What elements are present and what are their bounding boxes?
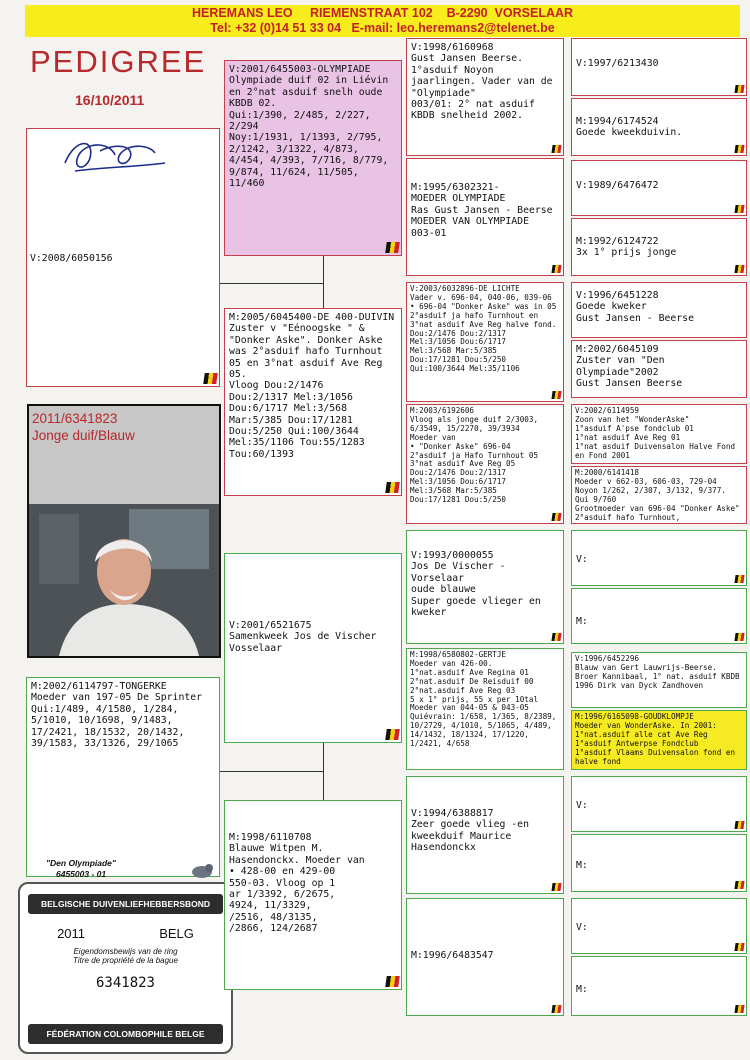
g4-d2-box: M:2000/6141418 Moeder v 662-03, 606-03, 729-04 Noyon 1/262, 2/307, 3/132, 9/377. Qui 9/760 Grootmoeder van 696-04 "Donker Aske" 2°asduif hafo Turnhout, bbox=[571, 466, 747, 524]
sire-sire-box: V:2001/6455003-OLYMPIADE Olympiade duif 02 in Liévin en 2°nat asduif snelh oude KBDB 02. Qui:1/390, 2/485, 2/227, 2/294 Noy:1/1931, 1/1393, 2/795, 2/1242, 3/1322, 4/873, 4/454, 4/393, 7/716, 8/779, 9/874, 11/624, 11/505, 11/460 bbox=[224, 60, 402, 256]
g4-e1-box: V: bbox=[571, 530, 747, 586]
belgian-flag-icon bbox=[734, 881, 744, 889]
breeder-address: HEREMANS LEO RIEMENSTRAAT 102 B-2290 VORSELAAR bbox=[191, 6, 574, 20]
g4-b1-box: V:1989/6476472 bbox=[571, 160, 747, 216]
belgian-flag-icon bbox=[385, 729, 400, 740]
belgian-flag-icon bbox=[734, 1005, 744, 1013]
connector-line bbox=[220, 771, 324, 772]
g4-e2-box: M: bbox=[571, 588, 747, 644]
belgian-flag-icon bbox=[551, 1005, 561, 1013]
belgian-flag-icon bbox=[734, 821, 744, 829]
belgian-flag-icon bbox=[734, 943, 744, 951]
belgian-flag-icon bbox=[551, 633, 561, 641]
subject-photo bbox=[27, 404, 221, 658]
olympiade-label: "Den Olympiade" 6455003 - 01 bbox=[46, 858, 116, 879]
cert-top-band: BELGISCHE DUIVENLIEFHEBBERSBOND bbox=[28, 894, 223, 914]
belgian-flag-icon bbox=[734, 85, 744, 93]
subject-ring: 2011/6341823 bbox=[32, 411, 118, 426]
cert-year: 2011 bbox=[57, 926, 86, 941]
belgian-flag-icon bbox=[734, 265, 744, 273]
belgian-flag-icon bbox=[385, 482, 400, 493]
pedigree-date: 16/10/2011 bbox=[75, 92, 145, 108]
cert-ring: 6341823 bbox=[95, 975, 155, 991]
breeder-header bbox=[25, 5, 740, 37]
sire-dam-box: M:2005/6045400-DE 400-DUIVIN Zuster v "Eénoogske " & "Donker Aske". Donker Aske was 2°asduif hafo Turnhout 05 en 3°nat asduif Ave Reg 05. Vloog Dou:2/1476 Dou:2/1317 Mel:3/1056 Dou:6/1717 Mel:3/568 Mar:5/385 Dou:17/1281 Dou:5/250 Qui:100/3644 Mel:35/1106 Tou:55/1283 Tou:60/1393 bbox=[224, 308, 402, 496]
belgian-flag-icon bbox=[551, 391, 561, 399]
breeder-contact: Tel: +32 (0)14 51 33 04 E-mail: leo.heremans2@telenet.be bbox=[210, 21, 555, 35]
g4-b2-box: M:1992/6124722 3x 1° prijs jonge bbox=[571, 218, 747, 276]
g4-h1-box: V: bbox=[571, 898, 747, 954]
g4-f2-box: M:1996/6165098-GOUDKLOMPJE Moeder van WonderAske. In 2001: 1°nat.asduif alle cat Ave Reg 1°asduif Antwerpse Fondclub 1°asduif Vlaams Duivensalon fond en halve fond bbox=[571, 710, 747, 770]
g4-g1-box: V: bbox=[571, 776, 747, 832]
dsd-box: M:1998/6580802-GERTJE Moeder van 426-00. 1°nat.asduif Ave Regina 01 2°nat.asduif De Reisduif 00 2°nat.asduif Ave Reg 03 5 x 1° prijs, 55 x per 10tal Moeder van 044-05 & 043-05 Quiévrain: 1/658, 1/365, 8/2389, 10/2729, 4/1010, 5/1065, 4/489, 14/1432, 18/1324, 17/1220, 1/2421, 4/658 bbox=[406, 648, 564, 770]
connector-line bbox=[323, 256, 324, 308]
belgian-flag-icon bbox=[734, 575, 744, 583]
connector-line bbox=[220, 283, 324, 284]
cert-country: BELG bbox=[159, 926, 194, 941]
ssd-box: M:1995/6302321- MOEDER OLYMPIADE Ras Gust Jansen - Beerse MOEDER VAN OLYMPIADE 003-01 bbox=[406, 158, 564, 276]
belgian-flag-icon bbox=[385, 242, 400, 253]
g4-f1-box: V:1996/6452296 Blauw van Gert Lauwrijs-Beerse. Broer Kannibaal, 1° nat. asduif KBDB 1996 Dirk van Dyck Zandhoven bbox=[571, 652, 747, 708]
dam-details: M:2002/6114797-TONGERKE Moeder van 197-05 De Sprinter Qui:1/489, 4/1580, 1/284, 5/1010, 10/1698, 9/1483, 17/2421, 18/1532, 20/1432, 39/1583, 33/1326, 29/1065 bbox=[31, 681, 203, 750]
belgian-flag-icon bbox=[551, 265, 561, 273]
cert-bottom-band: FÉDÉRATION COLOMBOPHILE BELGE bbox=[28, 1024, 223, 1044]
belgian-flag-icon bbox=[734, 145, 744, 153]
belgian-flag-icon bbox=[203, 373, 218, 384]
subject-description: Jonge duif/Blauw bbox=[32, 428, 135, 443]
cert-fr: Titre de propriété de la bague bbox=[73, 956, 178, 965]
pigeon-icon bbox=[190, 862, 214, 880]
dss-box: V:1993/0000055 Jos De Vischer - Vorselaar oude blauwe Super goede vlieger en kweker bbox=[406, 530, 564, 644]
g4-a2-box: M:1994/6174524 Goede kweekduivin. bbox=[571, 98, 747, 156]
sdd-box: M:2003/6192606 Vloog als jonge duif 2/3003, 6/3549, 15/2270, 39/3934 Moeder van • "Donker Aske" 696-04 2°asduif ja Hafo Turnhout 05 3°nat asduif Ave Reg 05 Dou:2/1476 Dou:2/1317 Mel:3/1056 Dou:6/1717 Mel:3/568 Mar:5/385 Dou:17/1281 Dou:5/250 bbox=[406, 404, 564, 524]
belgian-flag-icon bbox=[734, 633, 744, 641]
dam-dam-box: M:1998/6110708 Blauwe Witpen M. Hasendonckx. Moeder van • 428-00 en 429-00 550-03. Vloog op 1 ar 1/3392, 6/2675, 4924, 11/3329, /2516, 48/3135, /2866, 124/2687 bbox=[224, 800, 402, 990]
g4-h2-box: M: bbox=[571, 956, 747, 1016]
dam-sire-box bbox=[224, 553, 402, 743]
page-title: PEDIGREE bbox=[30, 44, 207, 79]
signature-image bbox=[55, 133, 175, 181]
belgian-flag-icon bbox=[385, 976, 400, 987]
cert-nl: Eigendomsbewijs van de ring bbox=[73, 947, 178, 956]
g4-a1-box: V:1997/6213430 bbox=[571, 38, 747, 96]
subject-caption bbox=[29, 406, 219, 504]
sire-ring: V:2008/6050156 bbox=[30, 253, 113, 264]
dam-box bbox=[26, 677, 220, 877]
belgian-flag-icon bbox=[551, 513, 561, 521]
ring-certificate bbox=[18, 882, 233, 1054]
ddd-box: M:1996/6483547 bbox=[406, 898, 564, 1016]
g4-c1-box: V:1996/6451228 Goede kweker Gust Jansen - Beerse bbox=[571, 282, 747, 338]
belgian-flag-icon bbox=[734, 205, 744, 213]
breeder-portrait-image bbox=[29, 504, 219, 656]
belgian-flag-icon bbox=[551, 883, 561, 891]
sds-box: V:2003/6032896-DE LICHTE Vader v. 696-04, 040-06, 039-06 • 696-04 "Donker Aske" was in 05 2°asduif ja hafo Turnhout en 3°nat asduif Ave Reg halve fond. Dou:2/1476 Dou:2/1317 Mel:3/1056 Dou:6/1717 Mel:3/568 Mar:5/385 Dou:17/1281 Dou:5/250 Qui:100/3644 Mel:35/1106 bbox=[406, 282, 564, 402]
sire-box bbox=[26, 128, 220, 387]
g4-g2-box: M: bbox=[571, 834, 747, 892]
belgian-flag-icon bbox=[551, 145, 561, 153]
g4-c2-box: M:2002/6045109 Zuster van "Den Olympiade"2002 Gust Jansen Beerse bbox=[571, 340, 747, 398]
connector-line bbox=[323, 743, 324, 800]
dam-sire-text: V:2001/6521675 Samenkweek Jos de Vischer Vosselaar bbox=[229, 620, 377, 654]
dds-box: V:1994/6388817 Zeer goede vlieg -en kweekduif Maurice Hasendonckx bbox=[406, 776, 564, 894]
g4-d1-box: V:2002/6114959 Zoon van het "WonderAske" 1°asduif A'pse fondclub 01 1°nat asduif Ave Reg 01 1°nat asduif Duivensalon Halve Fond en Fond 2001 bbox=[571, 404, 747, 464]
sss-box: V:1998/6160968 Gust Jansen Beerse. 1°asduif Noyon jaarlingen. Vader van de "Olympiade" 003/01: 2° nat asduif KBDB snelheid 2002. bbox=[406, 38, 564, 156]
